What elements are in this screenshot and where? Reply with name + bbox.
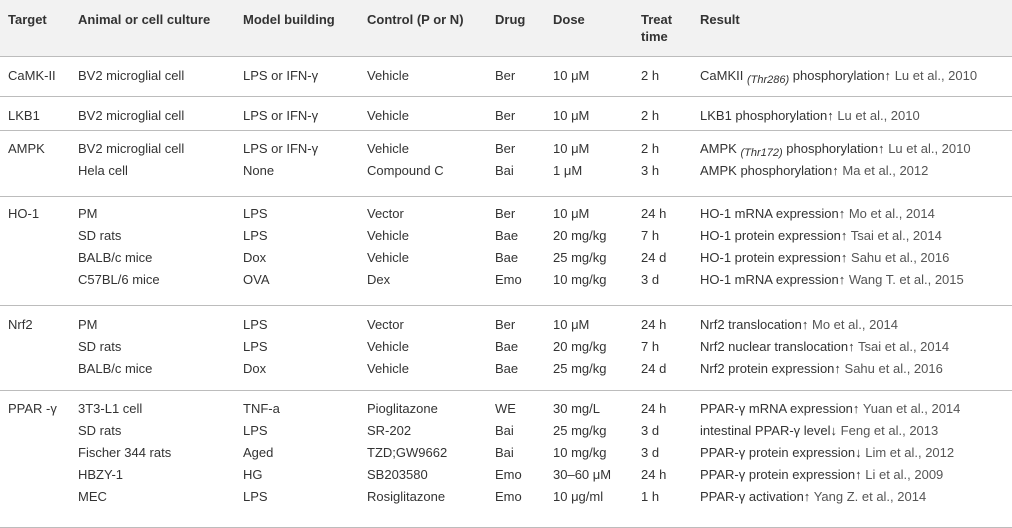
cell-result [700,272,964,289]
cell-model: LPS [243,339,268,354]
table-row [0,358,1012,380]
cell-result [700,68,977,85]
table-row [0,138,1012,160]
cell-control: SB203580 [367,467,428,482]
cell-control: TZD;GW9662 [367,445,448,460]
cell-model: Dox [243,250,267,265]
table-row [0,105,1012,127]
cell-drug: Ber [495,141,516,156]
result-text: AMPK phosphorylation↑ [700,163,839,178]
result-text: HO-1 mRNA expression↑ [700,206,846,221]
cell-time: 2 h [641,68,660,83]
table-row [0,160,1012,182]
cell-drug: Bae [495,250,519,265]
cell-animal: 3T3-L1 cell [78,401,143,416]
cell-model: LPS [243,206,268,221]
cell-control: Vehicle [367,108,409,123]
cell-control: Vehicle [367,68,409,83]
cell-control: Vector [367,317,404,332]
cell-time: 24 h [641,467,667,482]
cell-target: CaMK-II [8,68,56,83]
cell-drug: WE [495,401,516,416]
header-result: Result [700,12,740,27]
cell-model: LPS or IFN-γ [243,68,319,83]
cell-target: AMPK [8,141,45,156]
cell-animal: Fischer 344 rats [78,445,172,460]
cell-dose: 25 mg/kg [553,250,607,265]
cell-time: 3 d [641,423,660,438]
cell-model: LPS [243,228,268,243]
result-subscript: (Thr172) [740,147,783,159]
result-text-tail: phosphorylation↑ [782,141,885,156]
table-row [0,486,1012,508]
cell-model: OVA [243,272,270,287]
cell-result [700,361,943,378]
table-row [0,314,1012,336]
group-divider [0,305,1012,306]
cell-dose: 1 μM [553,163,583,178]
cell-control: Compound C [367,163,444,178]
result-text: AMPK [700,141,741,156]
cell-animal: PM [78,206,98,221]
cell-control: Vehicle [367,250,409,265]
cell-model: None [243,163,275,178]
table-row [0,269,1012,291]
cell-drug: Ber [495,206,516,221]
header-dose: Dose [553,12,585,27]
cell-animal: MEC [78,489,107,504]
result-citation: Ma et al., 2012 [842,163,929,178]
result-text: Nrf2 nuclear translocation↑ [700,339,855,354]
cell-drug: Ber [495,108,516,123]
cell-control: SR-202 [367,423,412,438]
cell-time: 2 h [641,141,660,156]
result-text: PPAR-γ protein expression↓ [700,445,862,460]
cell-dose: 10 μM [553,141,590,156]
table-row [0,442,1012,464]
cell-time: 24 h [641,206,667,221]
result-text: PPAR-γ mRNA expression↑ [700,401,860,416]
cell-dose: 10 μM [553,206,590,221]
cell-result [700,317,898,334]
cell-animal: BALB/c mice [78,250,153,265]
result-citation: Sahu et al., 2016 [851,250,950,265]
cell-control: Vehicle [367,361,409,376]
cell-time: 24 h [641,401,667,416]
cell-dose: 30 mg/L [553,401,600,416]
cell-drug: Bae [495,339,519,354]
result-citation: Sahu et al., 2016 [844,361,943,376]
cell-animal: BV2 microglial cell [78,141,185,156]
table-header [0,0,1012,56]
cell-result [700,423,938,440]
cell-animal: C57BL/6 mice [78,272,160,287]
cell-result [700,141,971,158]
table-row [0,464,1012,486]
cell-result [700,250,949,267]
cell-model: LPS or IFN-γ [243,108,319,123]
group-divider [0,130,1012,131]
cell-model: Dox [243,361,267,376]
cell-dose: 20 mg/kg [553,228,607,243]
cell-control: Vehicle [367,339,409,354]
cell-model: Aged [243,445,274,460]
cell-time: 24 h [641,317,667,332]
header-model: Model building [243,12,335,27]
cell-model: LPS [243,423,268,438]
cell-target: PPAR -γ [8,401,57,416]
result-subscript: (Thr286) [746,74,790,86]
cell-dose: 10 μM [553,68,590,83]
cell-dose: 30–60 μM [553,467,612,482]
cell-time: 3 d [641,445,660,460]
cell-animal: HBZY-1 [78,467,124,482]
result-citation: Lu et al., 2010 [888,141,971,156]
cell-result [700,467,943,484]
group-divider [0,96,1012,97]
result-text: PPAR-γ activation↑ [700,489,811,504]
cell-drug: Ber [495,317,516,332]
cell-time: 3 h [641,163,660,178]
cell-model: HG [243,467,263,482]
cell-model: LPS [243,489,268,504]
result-text: PPAR-γ protein expression↑ [700,467,862,482]
cell-result [700,401,960,418]
result-citation: Li et al., 2009 [865,467,944,482]
cell-animal: SD rats [78,339,122,354]
cell-animal: PM [78,317,98,332]
result-text: LKB1 phosphorylation↑ [700,108,834,123]
result-citation: Lu et al., 2010 [894,68,978,83]
cell-result [700,489,926,506]
result-citation: Wang T. et al., 2015 [848,272,964,287]
result-citation: Yuan et al., 2014 [862,401,961,416]
cell-target: Nrf2 [8,317,33,332]
table-row [0,65,1012,87]
cell-animal: BV2 microglial cell [78,68,185,83]
cell-time: 24 d [641,361,667,376]
cell-drug: Emo [495,489,522,504]
cell-result [700,339,949,356]
table-row [0,420,1012,442]
group-divider [0,56,1012,57]
cell-target: LKB1 [8,108,40,123]
cell-result [700,163,928,180]
result-citation: Mo et al., 2014 [812,317,899,332]
cell-dose: 20 mg/kg [553,339,607,354]
result-text: HO-1 mRNA expression↑ [700,272,846,287]
result-citation: Lu et al., 2010 [837,108,920,123]
header-animal: Animal or cell culture [78,12,211,27]
cell-time: 24 d [641,250,667,265]
header-target: Target [8,12,47,27]
group-divider [0,196,1012,197]
cell-dose: 25 mg/kg [553,361,607,376]
cell-dose: 10 mg/kg [553,445,607,460]
table-row [0,398,1012,420]
cell-animal: SD rats [78,228,122,243]
cell-control: Vector [367,206,404,221]
result-citation: Lim et al., 2012 [865,445,955,460]
group-divider [0,390,1012,391]
cell-dose: 10 μg/ml [553,489,604,504]
header-drug: Drug [495,12,526,27]
cell-drug: Bai [495,423,514,438]
cell-control: Pioglitazone [367,401,438,416]
result-citation: Yang Z. et al., 2014 [813,489,927,504]
result-text: HO-1 protein expression↑ [700,250,848,265]
cell-drug: Bae [495,228,519,243]
cell-time: 7 h [641,228,660,243]
result-text: HO-1 protein expression↑ [700,228,848,243]
cell-dose: 10 μM [553,317,590,332]
cell-result [700,206,935,223]
cell-model: LPS [243,317,268,332]
cell-animal: BALB/c mice [78,361,153,376]
cell-dose: 10 mg/kg [553,272,607,287]
result-text-tail: phosphorylation↑ [789,68,892,83]
header-treat-time: Treat time [641,12,673,44]
cell-result [700,445,954,462]
table-row [0,247,1012,269]
result-text: Nrf2 protein expression↑ [700,361,841,376]
cell-time: 1 h [641,489,660,504]
result-citation: Tsai et al., 2014 [850,228,942,243]
cell-animal: BV2 microglial cell [78,108,185,123]
cell-drug: Bae [495,361,519,376]
cell-time: 2 h [641,108,660,123]
cell-result [700,228,942,245]
table-row [0,203,1012,225]
result-citation: Feng et al., 2013 [840,423,939,438]
cell-control: Vehicle [367,228,409,243]
cell-dose: 10 μM [553,108,590,123]
cell-animal: Hela cell [78,163,128,178]
cell-target: HO-1 [8,206,40,221]
cell-drug: Emo [495,272,522,287]
result-citation: Mo et al., 2014 [848,206,935,221]
cell-control: Rosiglitazone [367,489,446,504]
result-citation: Tsai et al., 2014 [858,339,950,354]
cell-drug: Ber [495,68,516,83]
cell-drug: Bai [495,445,514,460]
result-text: intestinal PPAR-γ level↓ [700,423,838,438]
cell-dose: 25 mg/kg [553,423,607,438]
cell-animal: SD rats [78,423,122,438]
cell-control: Dex [367,272,391,287]
table-row [0,225,1012,247]
table-row [0,336,1012,358]
cell-control: Vehicle [367,141,409,156]
result-text: Nrf2 translocation↑ [700,317,809,332]
cell-model: TNF-a [243,401,280,416]
cell-model: LPS or IFN-γ [243,141,319,156]
header-control: Control (P or N) [367,12,464,27]
cell-time: 3 d [641,272,660,287]
cell-drug: Emo [495,467,522,482]
result-text: CaMKII [700,68,747,83]
cell-drug: Bai [495,163,514,178]
cell-time: 7 h [641,339,660,354]
cell-result [700,108,920,125]
